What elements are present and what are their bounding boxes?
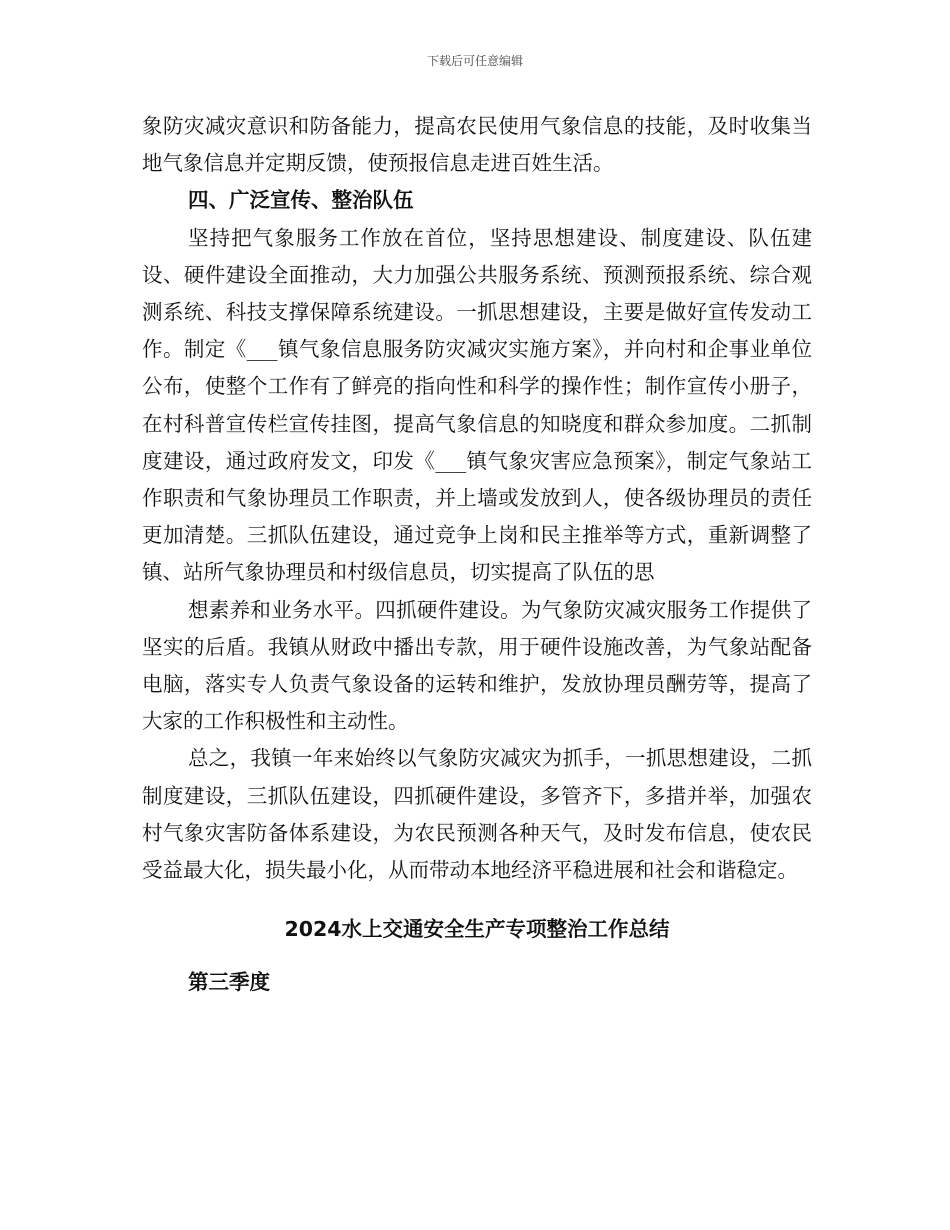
paragraph-intro: 象防灾减灾意识和防备能力，提高农民使用气象信息的技能，及时收集当地气象信息并定期反馈，使预报信息走进百姓生活。	[142, 114, 812, 176]
page-header: 下载后可任意编辑	[426, 54, 523, 68]
section-heading: 四、广泛宣传、整治队伍	[188, 188, 414, 213]
document-title: 2024水上交通安全生产专项整治工作总结	[284, 917, 670, 942]
paragraph-hardware: 想素养和业务水平。四抓硬件建设。为气象防灾减灾服务工作提供了坚实的后盾。我镇从财政中播出专款，用于硬件设施改善，为气象站配备电脑，落实专人负责气象设备的运转和维护，发放协理员酬劳等，提高了大家的工作积极性和主动性。	[142, 597, 812, 734]
paragraph-construction: 坚持把气象服务工作放在首位，坚持思想建设、制度建设、队伍建设、硬件建设全面推动，大力加强公共服务系统、预测预报系统、综合观测系统、科技支撑保障系统建设。一抓思想建设，主要是做好宣传发动工作。制定《___镇气象信息服务防灾减灾实施方案》，并向村和企事业单位公布，使整个工作有了鲜亮的指向性和科学的操作性；制作宣传小册子，在村科普宣传栏宣传挂图，提高气象信息的知晓度和群众参加度。二抓制度建设，通过政府发文，印发《___镇气象灾害应急预案》，制定气象站工作职责和气象协理员工作职责，并上墙或发放到人，使各级协理员的责任更加清楚。三抓队伍建设，通过竞争上岗和民主推举等方式，重新调整了镇、站所气象协理员和村级信息员，切实提高了队伍的思	[142, 225, 812, 585]
paragraph-summary: 总之，我镇一年来始终以气象防灾减灾为抓手，一抓思想建设，二抓制度建设，三抓队伍建设，四抓硬件建设，多管齐下，多措并举，加强农村气象灾害防备体系建设，为农民预测各种天气，及时发布信息，使农民受益最大化，损失最小化，从而带动本地经济平稳进展和社会和谐稳定。	[142, 746, 812, 883]
document-body	[142, 108, 812, 1002]
quarter-heading: 第三季度	[188, 970, 270, 995]
